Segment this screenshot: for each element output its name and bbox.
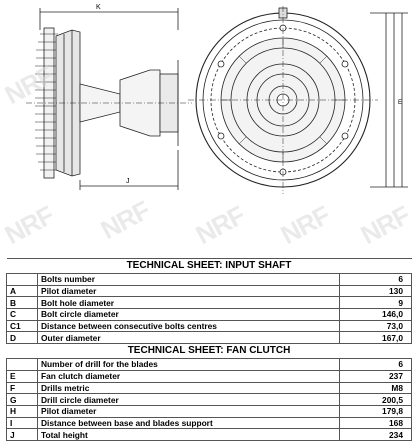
row-value: 179,8 xyxy=(340,405,412,417)
row-value: 234 xyxy=(340,429,412,441)
row-label: Total height xyxy=(38,429,340,441)
row-label: Bolt circle diameter xyxy=(38,309,340,321)
row-value: 6 xyxy=(340,359,412,371)
table-row xyxy=(7,359,412,371)
fan-clutch-header-row xyxy=(7,344,412,359)
dimension-k-label: K xyxy=(96,4,101,11)
row-code: C1 xyxy=(7,320,38,332)
table-row xyxy=(7,394,412,406)
row-value: 73,0 xyxy=(340,320,412,332)
table-row xyxy=(7,429,412,441)
row-label: Outer diameter xyxy=(38,332,340,344)
table-row xyxy=(7,309,412,321)
row-label: Bolts number xyxy=(38,274,340,286)
row-label: Drills metric xyxy=(38,382,340,394)
table-row xyxy=(7,297,412,309)
row-code: A xyxy=(7,285,38,297)
table-row xyxy=(7,320,412,332)
row-label: Pilot diameter xyxy=(38,285,340,297)
table-row xyxy=(7,332,412,344)
watermark-logo: NRF xyxy=(275,199,335,251)
table-row xyxy=(7,405,412,417)
row-label: Drill circle diameter xyxy=(38,394,340,406)
spec-table-body xyxy=(7,259,412,441)
row-value: 9 xyxy=(340,297,412,309)
dimension-e-label: E xyxy=(398,100,403,106)
table-row xyxy=(7,417,412,429)
table-row xyxy=(7,370,412,382)
row-value: 200,5 xyxy=(340,394,412,406)
row-code: G xyxy=(7,394,38,406)
row-code: F xyxy=(7,382,38,394)
row-code: E xyxy=(7,370,38,382)
row-label: Fan clutch diameter xyxy=(38,370,340,382)
row-code: C xyxy=(7,309,38,321)
row-label: Bolt hole diameter xyxy=(38,297,340,309)
row-value: M8 xyxy=(340,382,412,394)
table-row xyxy=(7,274,412,286)
row-value: 167,0 xyxy=(340,332,412,344)
spec-table xyxy=(6,258,412,441)
watermark-logo: NRF xyxy=(95,194,155,246)
watermark-logo: NRF xyxy=(355,199,415,251)
watermark-logo: NRF xyxy=(0,199,59,251)
row-value: 146,0 xyxy=(340,309,412,321)
fan-clutch-title: TECHNICAL SHEET: FAN CLUTCH xyxy=(7,344,412,359)
watermark-logo: NRF xyxy=(0,59,59,111)
dimension-j-label: J xyxy=(126,178,130,185)
row-label: Distance between base and blades support xyxy=(38,417,340,429)
row-label: Number of drill for the blades xyxy=(38,359,340,371)
table-row xyxy=(7,285,412,297)
row-value: 130 xyxy=(340,285,412,297)
row-code: H xyxy=(7,405,38,417)
row-code: J xyxy=(7,429,38,441)
input-shaft-header-row xyxy=(7,259,412,274)
input-shaft-title: TECHNICAL SHEET: INPUT SHAFT xyxy=(7,259,412,274)
row-code xyxy=(7,359,38,371)
row-label: Pilot diameter xyxy=(38,405,340,417)
row-code: I xyxy=(7,417,38,429)
row-label: Distance between consecutive bolts centres xyxy=(38,320,340,332)
row-value: 237 xyxy=(340,370,412,382)
row-value: 6 xyxy=(340,274,412,286)
row-code xyxy=(7,274,38,286)
row-code: D xyxy=(7,332,38,344)
side-view xyxy=(26,8,192,190)
row-code: B xyxy=(7,297,38,309)
row-value: 168 xyxy=(340,417,412,429)
table-row xyxy=(7,382,412,394)
front-view xyxy=(188,6,408,194)
watermark-logo: NRF xyxy=(190,199,250,251)
